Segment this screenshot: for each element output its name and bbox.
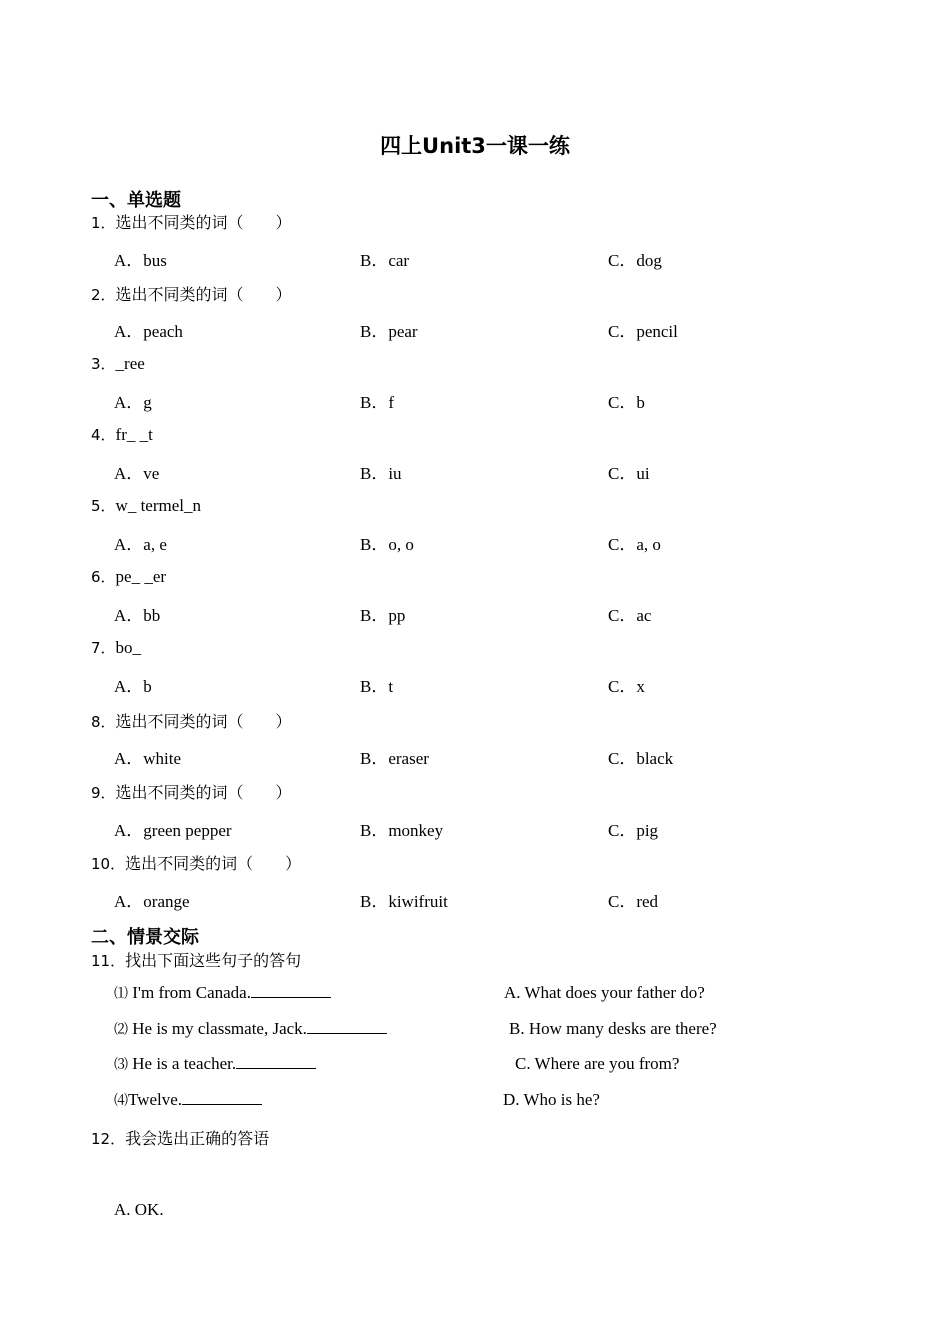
option-c[interactable]: C．ui [608, 464, 650, 483]
option-a[interactable]: A．g [114, 393, 152, 412]
option-c[interactable]: C．pencil [608, 322, 678, 341]
option-a[interactable]: A．orange [114, 892, 190, 911]
question-number: 4． [91, 426, 116, 444]
item-text: I'm from Canada. [128, 983, 251, 1002]
section-heading-situational-dialogue: 二、情景交际 [91, 927, 199, 948]
question-number: 9． [91, 784, 116, 802]
option-b[interactable]: B．t [360, 677, 394, 696]
question-number: 8． [91, 713, 116, 731]
item-marker: ⑶ [114, 1058, 128, 1073]
question-number: 12． [91, 1130, 126, 1148]
question-stem: fr_ _t [115, 425, 153, 444]
option-b[interactable]: B．monkey [360, 821, 444, 840]
option-b[interactable]: B．pp [360, 606, 406, 625]
question-1 [91, 210, 292, 233]
option-b[interactable]: B．o, o [360, 535, 414, 554]
question-number: 1． [91, 214, 116, 232]
option-a[interactable]: A．bb [114, 606, 161, 625]
option-a[interactable]: A．peach [114, 322, 183, 341]
question-number: 3． [91, 355, 116, 373]
page-title: 四上Unit3一课一练 [380, 134, 570, 158]
option-a[interactable]: A．white [114, 749, 182, 768]
question-stem: 选出不同类的词（ ） [115, 213, 292, 232]
question-stem: 我会选出正确的答语 [125, 1129, 270, 1148]
match-answer-a: A. What does your father do? [504, 983, 705, 1002]
question-11 [91, 948, 301, 971]
option-b[interactable]: B．f [360, 393, 394, 412]
question-number: 6． [91, 568, 116, 586]
section-heading-single-choice: 一、单选题 [91, 190, 181, 211]
option-b[interactable]: B．eraser [360, 749, 429, 768]
question-4 [91, 424, 153, 445]
match-item-4 [114, 1090, 262, 1110]
option-c[interactable]: C．red [608, 892, 659, 911]
option-a[interactable]: A．bus [114, 251, 167, 270]
option-c[interactable]: C．ac [608, 606, 652, 625]
option-c[interactable]: C．pig [608, 821, 659, 840]
match-answer-b: B. How many desks are there? [509, 1019, 717, 1038]
answer-blank[interactable] [251, 983, 331, 998]
question-stem: bo_ [115, 638, 142, 657]
match-item-1 [114, 983, 331, 1003]
question-12 [91, 1126, 269, 1149]
question-stem: 选出不同类的词（ ） [115, 783, 292, 802]
question-9 [91, 780, 292, 803]
answer-blank[interactable] [307, 1019, 387, 1034]
match-answer-d: D. Who is he? [503, 1090, 600, 1109]
question-stem: 选出不同类的词（ ） [115, 285, 292, 304]
option-c[interactable]: C．a, o [608, 535, 661, 554]
question-10 [91, 851, 301, 874]
question-number: 10． [91, 855, 126, 873]
question-stem: 选出不同类的词（ ） [125, 854, 302, 873]
question-5 [91, 495, 201, 516]
option-b[interactable]: B．iu [360, 464, 402, 483]
option-a[interactable]: A. OK. [114, 1200, 164, 1219]
question-number: 5． [91, 497, 116, 515]
match-item-2 [114, 1019, 387, 1039]
item-text: He is a teacher. [128, 1054, 237, 1073]
question-8 [91, 709, 292, 732]
option-c[interactable]: C．x [608, 677, 645, 696]
item-marker: ⑷ [114, 1094, 128, 1109]
question-3 [91, 353, 145, 374]
item-text: Twelve. [128, 1090, 183, 1109]
option-b[interactable]: B．pear [360, 322, 418, 341]
question-6 [91, 566, 166, 587]
option-a[interactable]: A．green pepper [114, 821, 232, 840]
option-c[interactable]: C．black [608, 749, 674, 768]
item-marker: ⑵ [114, 1023, 128, 1038]
question-stem: 找出下面这些句子的答句 [125, 951, 302, 970]
answer-blank[interactable] [236, 1054, 316, 1069]
option-a[interactable]: A．ve [114, 464, 160, 483]
question-number: 2． [91, 286, 116, 304]
item-text: He is my classmate, Jack. [128, 1019, 307, 1038]
match-answer-c: C. Where are you from? [515, 1054, 680, 1073]
item-marker: ⑴ [114, 987, 128, 1002]
option-a[interactable]: A．b [114, 677, 152, 696]
question-number: 11． [91, 952, 126, 970]
question-7 [91, 637, 141, 658]
option-c[interactable]: C．b [608, 393, 645, 412]
option-b[interactable]: B．car [360, 251, 410, 270]
question-stem: w_ termel_n [115, 496, 201, 515]
option-c[interactable]: C．dog [608, 251, 662, 270]
question-stem: 选出不同类的词（ ） [115, 712, 292, 731]
option-a[interactable]: A．a, e [114, 535, 167, 554]
question-2 [91, 282, 292, 305]
question-stem: _ree [115, 354, 145, 373]
match-item-3 [114, 1054, 316, 1074]
question-number: 7． [91, 639, 116, 657]
answer-blank[interactable] [182, 1090, 262, 1105]
question-stem: pe_ _er [115, 567, 167, 586]
option-b[interactable]: B．kiwifruit [360, 892, 448, 911]
